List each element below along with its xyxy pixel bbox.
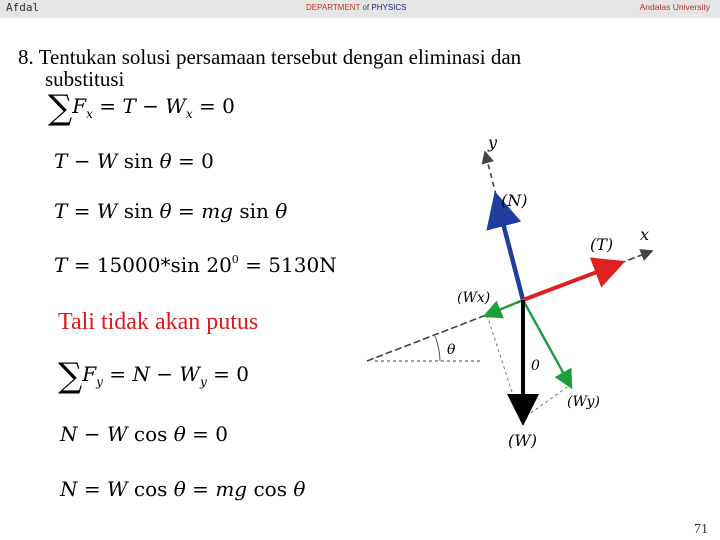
normal-force-label: (N) (501, 191, 528, 210)
weight-x-label: (Wx) (457, 290, 491, 306)
problem-line-2: substitusi (45, 67, 125, 91)
origin-label: 0 (531, 358, 540, 374)
department-label (306, 3, 407, 12)
y-axis-label: y (488, 133, 498, 152)
problem-line-1: 8. Tentukan solusi persamaan tersebut dengan eliminasi dan (18, 45, 522, 69)
department-name: PHYSICS (371, 3, 407, 12)
department-word: DEPARTMENT (306, 3, 361, 12)
angle-theta-label: θ (447, 342, 456, 358)
equation-t-value: T = 15000*sin $20^0 = 5130N$ (54, 253, 337, 277)
weight-x-component-arrow (487, 300, 523, 315)
header-bar (0, 0, 720, 18)
tension-label: (T) (590, 235, 614, 254)
problem-statement (18, 46, 618, 90)
equation-sum-fy: $\sum F_y = N - W_y = 0$ (58, 356, 249, 396)
equation-n-equals: N = W cos θ = mg cos θ (60, 477, 306, 501)
normal-force-arrow (497, 200, 523, 300)
equation-n-minus-wcos: N − W cos θ = 0 (60, 422, 229, 446)
weight-y-label: (Wy) (567, 394, 600, 410)
equation-sum-fx: $\sum F_x = T - W_x = 0$ (48, 88, 235, 128)
projection-line-wx (487, 315, 521, 420)
author-name: Afdal (6, 1, 40, 14)
department-of: of (362, 3, 370, 12)
angle-arc (435, 336, 440, 361)
page-number: 71 (694, 522, 708, 537)
weight-label: (W) (508, 431, 537, 450)
free-body-diagram (365, 130, 665, 460)
equation-t-minus-wsin: T − W sin θ = 0 (54, 149, 214, 173)
x-axis-label: x (640, 225, 650, 244)
equation-t-equals: T = W sin θ = mg sin θ (54, 199, 288, 223)
conclusion-note: Tali tidak akan putus (58, 309, 259, 335)
tension-force-arrow (523, 264, 618, 300)
projection-line-wy (521, 385, 570, 420)
university-name: Andalas University (639, 2, 710, 12)
